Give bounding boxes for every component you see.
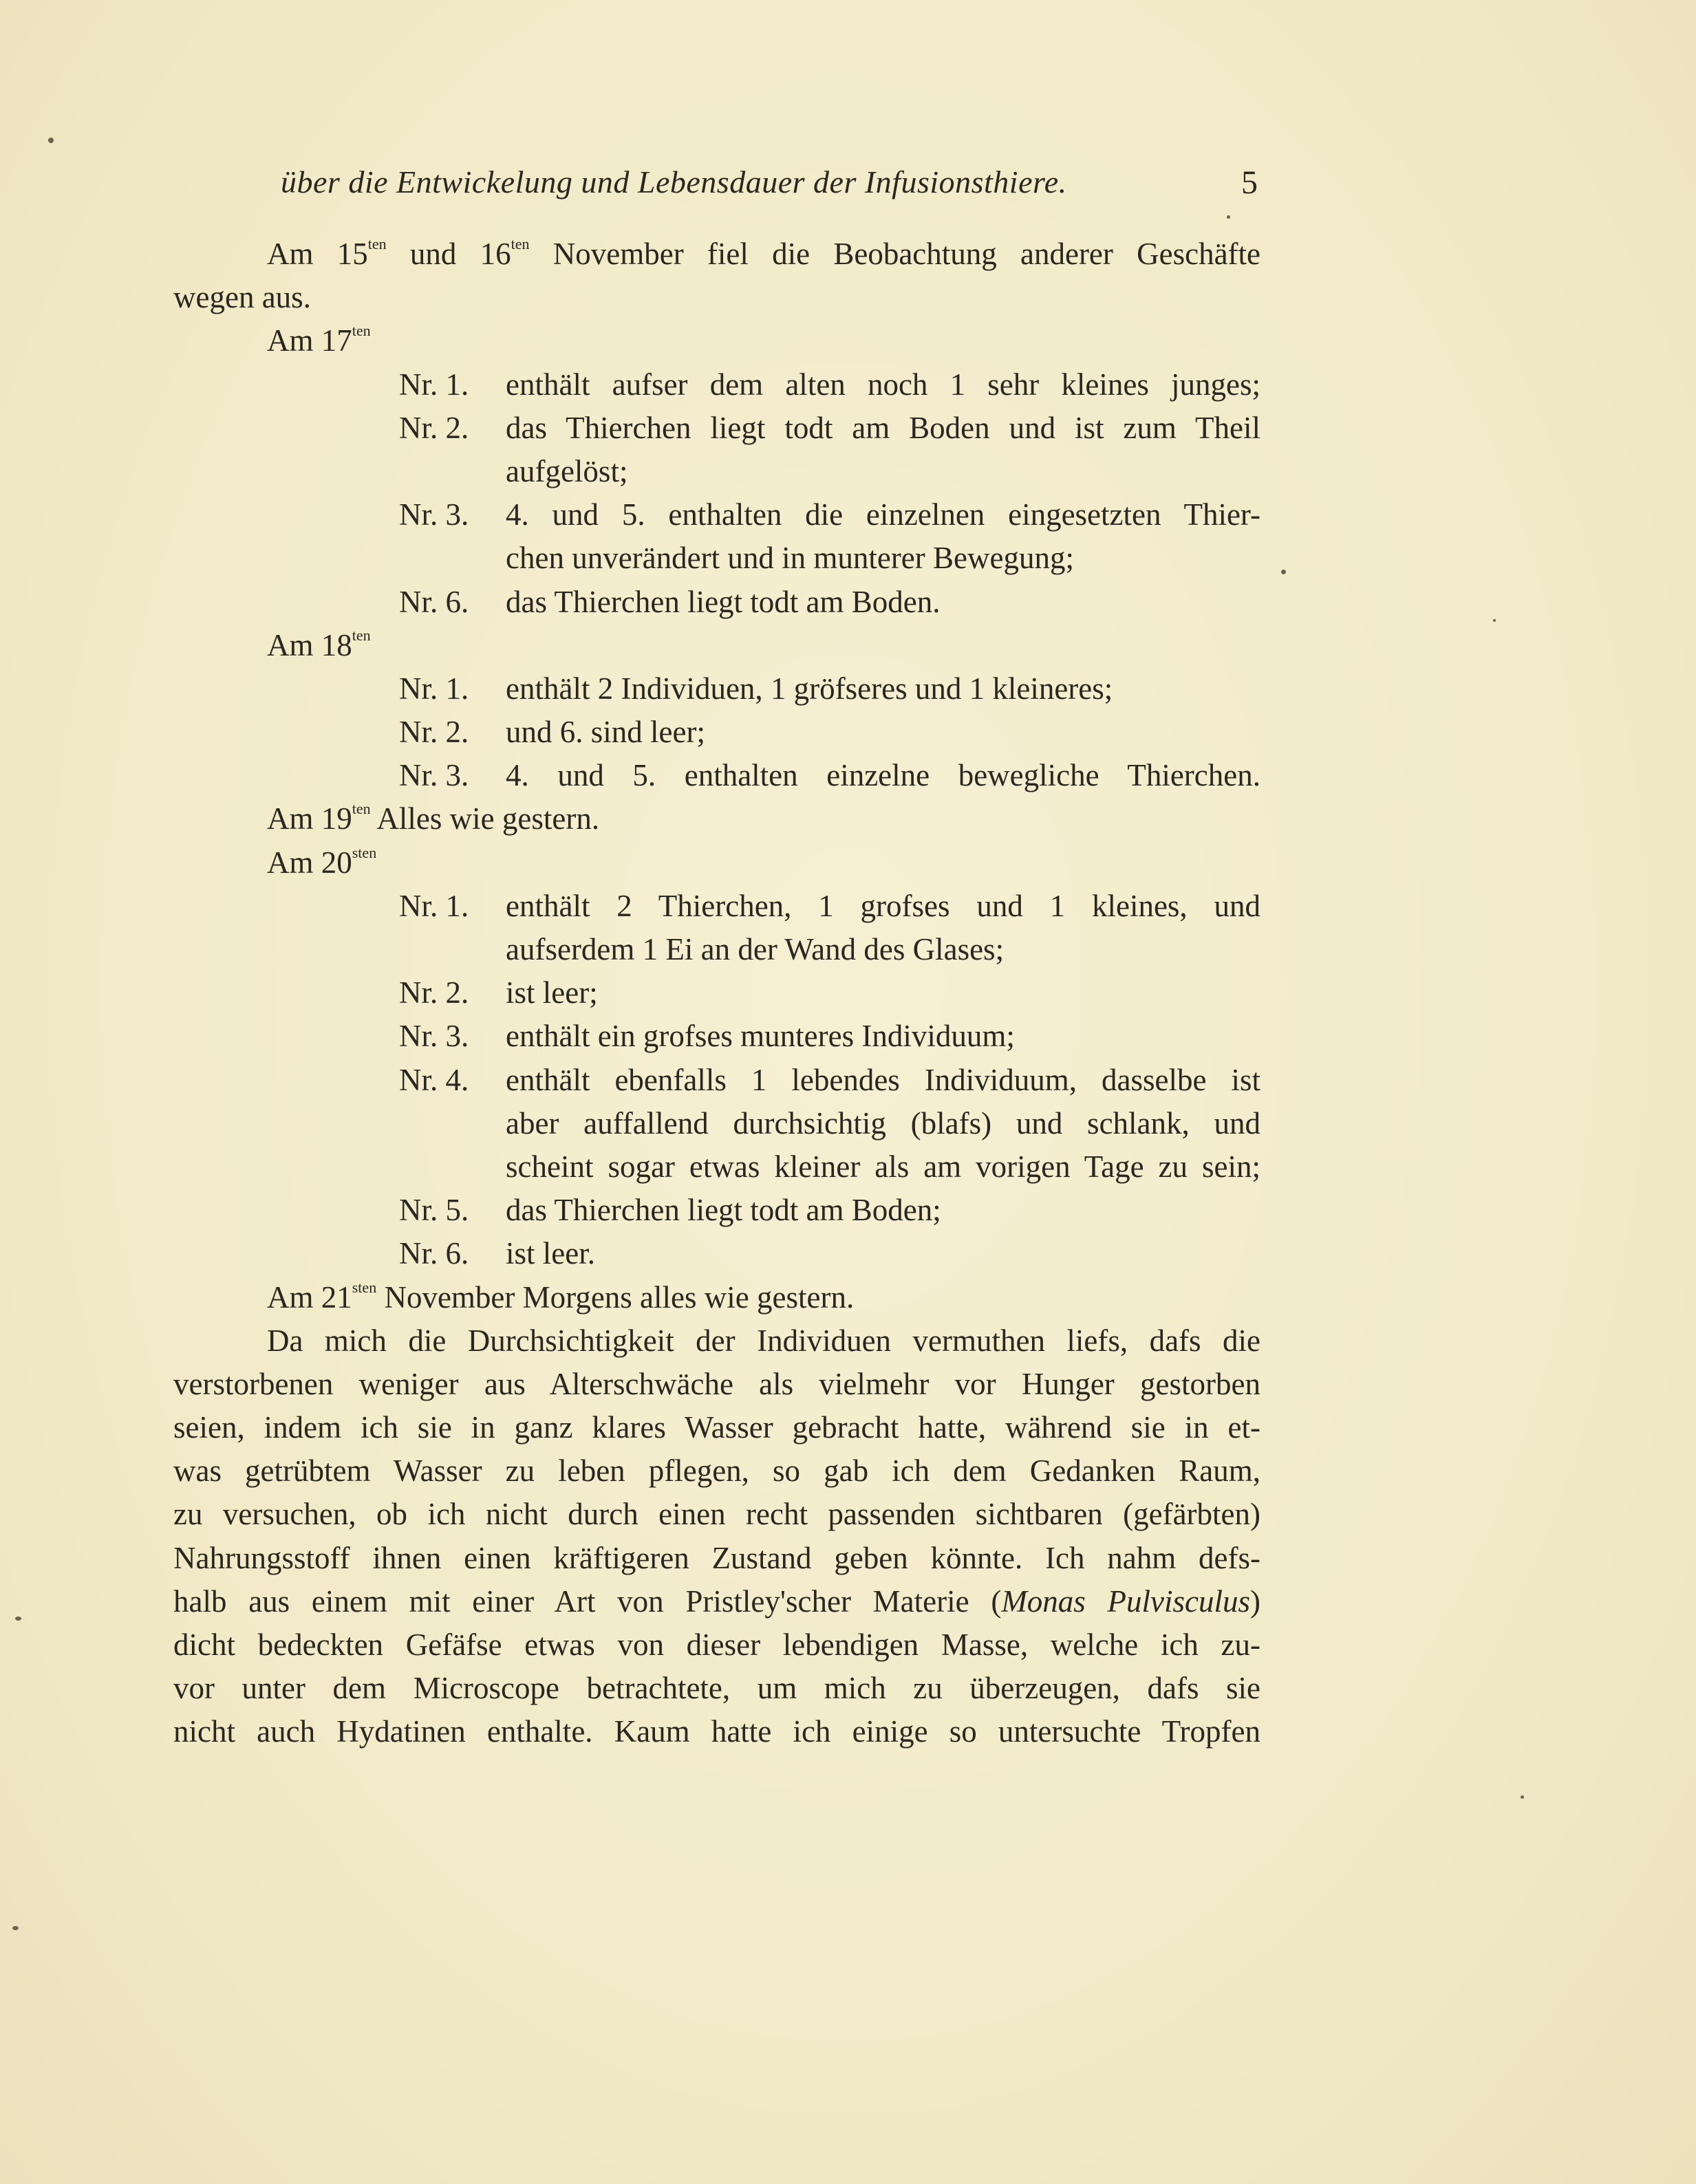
body-text [173,233,1260,1754]
item-continuation: scheint sogar etwas kleiner als am vorigen Tage zu sein; [506,1149,1260,1184]
item-text: enthält 2 Thierchen, 1 grofses und 1 kleines, und [506,888,1260,923]
item-label: Nr. 1. [399,367,469,402]
date-heading: Am $20^{sten}$ [267,843,377,880]
date-heading: Am $19^{ten}$ Alles wie gestern. [267,800,600,836]
list-item [173,885,1260,928]
item-text: enthält 2 Individuen, 1 gröfseres und 1 kleineres; [506,671,1113,706]
date-heading: Am $18^{ten}$ [267,626,371,662]
paragraph-line: dicht bedeckten Gefäfse etwas von dieser lebendigen Masse, welche ich zu- [173,1628,1260,1662]
list-item [173,581,1260,624]
list-item [173,1232,1260,1275]
item-text: 4. und 5. enthalten einzelne bewegliche Thierchen. [506,758,1260,793]
list-item [173,1059,1260,1102]
list-item [173,971,1260,1015]
paper-speck [1281,570,1286,574]
page-header [281,164,1258,212]
species-name: Monas Pulvisculus [1001,1583,1250,1619]
item-label: Nr. 2. [399,975,469,1010]
paragraph-line: Da mich die Durchsichtigkeit der Individuen vermuthen liefs, dafs die [267,1323,1260,1358]
item-label: Nr. 3. [399,758,469,793]
item-text: enthält ebenfalls 1 lebendes Individuum, dasselbe ist [506,1062,1260,1097]
item-label: Nr. 1. [399,671,469,706]
text-line: Am $15^{ten}$ und $16^{ten}$ November fiel die Beobachtung anderer Geschäfte [267,235,1261,271]
paper-speck [12,1926,19,1930]
list-item [173,1015,1260,1058]
paragraph-line: verstorbenen weniger aus Alterschwäche als vielmehr vor Hunger gestorben [173,1366,1260,1401]
list-item [173,754,1260,797]
paper-speck [1521,1795,1524,1799]
item-continuation: aufgelöst; [506,453,628,488]
paper-speck [48,138,54,143]
paragraph-line: halb aus einem mit einer Art von Pristley'scher Materie (Monas Pulvisculus) [173,1583,1260,1619]
list-item [173,1189,1260,1232]
item-label: Nr. 3. [399,497,469,532]
paper-speck [1493,619,1496,622]
item-label: Nr. 6. [399,1236,469,1271]
item-text: und 6. sind leer; [506,715,705,750]
item-text: das Thierchen liegt todt am Boden. [506,584,941,619]
item-label: Nr. 6. [399,584,469,619]
list-item [173,363,1260,407]
paragraph-line: seien, indem ich sie in ganz klares Wasser gebracht hatte, während sie in et- [173,1410,1260,1445]
item-text: ist leer; [506,975,598,1010]
item-label: Nr. 2. [399,715,469,750]
item-continuation: aufserdem 1 Ei an der Wand des Glases; [506,932,1005,966]
paragraph-line: vor unter dem Microscope betrachtete, um mich zu überzeugen, dafs sie [173,1671,1260,1706]
paper-speck [1227,215,1230,219]
running-title: über die Entwickelung und Lebensdauer der Infusionsthiere. [281,164,1067,199]
item-label: Nr. 2. [399,410,469,445]
list-item [173,711,1260,754]
paragraph-line: zu versuchen, ob ich nicht durch einen recht passenden sichtbaren (gefärbten) [173,1497,1260,1532]
paper-speck [15,1617,21,1621]
date-heading: Am $17^{ten}$ [267,322,371,358]
item-continuation: chen unverändert und in munterer Bewegung; [506,541,1074,576]
list-item [173,407,1260,450]
item-label: Nr. 3. [399,1019,469,1054]
list-item [173,667,1260,711]
paragraph-line: nicht auch Hydatinen enthalte. Kaum hatte ich einige so untersuchte Tropfen [173,1714,1260,1749]
item-continuation: aber auffallend durchsichtig (blafs) und schlank, und [506,1105,1260,1140]
item-label: Nr. 1. [399,888,469,923]
list-item [173,493,1260,537]
item-text: 4. und 5. enthalten die einzelnen eingesetzten Thier- [506,497,1260,532]
item-text: das Thierchen liegt todt am Boden und ist zum Theil [506,410,1260,445]
item-label: Nr. 5. [399,1193,469,1228]
paragraph-line: was getrübtem Wasser zu leben pflegen, so gab ich dem Gedanken Raum, [173,1453,1260,1489]
item-text: enthält aufser dem alten noch 1 sehr kleines junges; [506,367,1260,402]
text-line: wegen aus. [173,280,311,315]
paragraph-line: Nahrungsstoff ihnen einen kräftigeren Zustand geben könnte. Ich nahm defs- [173,1540,1260,1575]
page-number: 5 [1241,164,1258,201]
item-label: Nr. 4. [399,1062,469,1097]
item-text: ist leer. [506,1236,595,1271]
item-text: enthält ein grofses munteres Individuum; [506,1019,1015,1054]
item-text: das Thierchen liegt todt am Boden; [506,1193,941,1228]
date-heading: Am $21^{sten}$ November Morgens alles wie gestern. [267,1278,855,1315]
